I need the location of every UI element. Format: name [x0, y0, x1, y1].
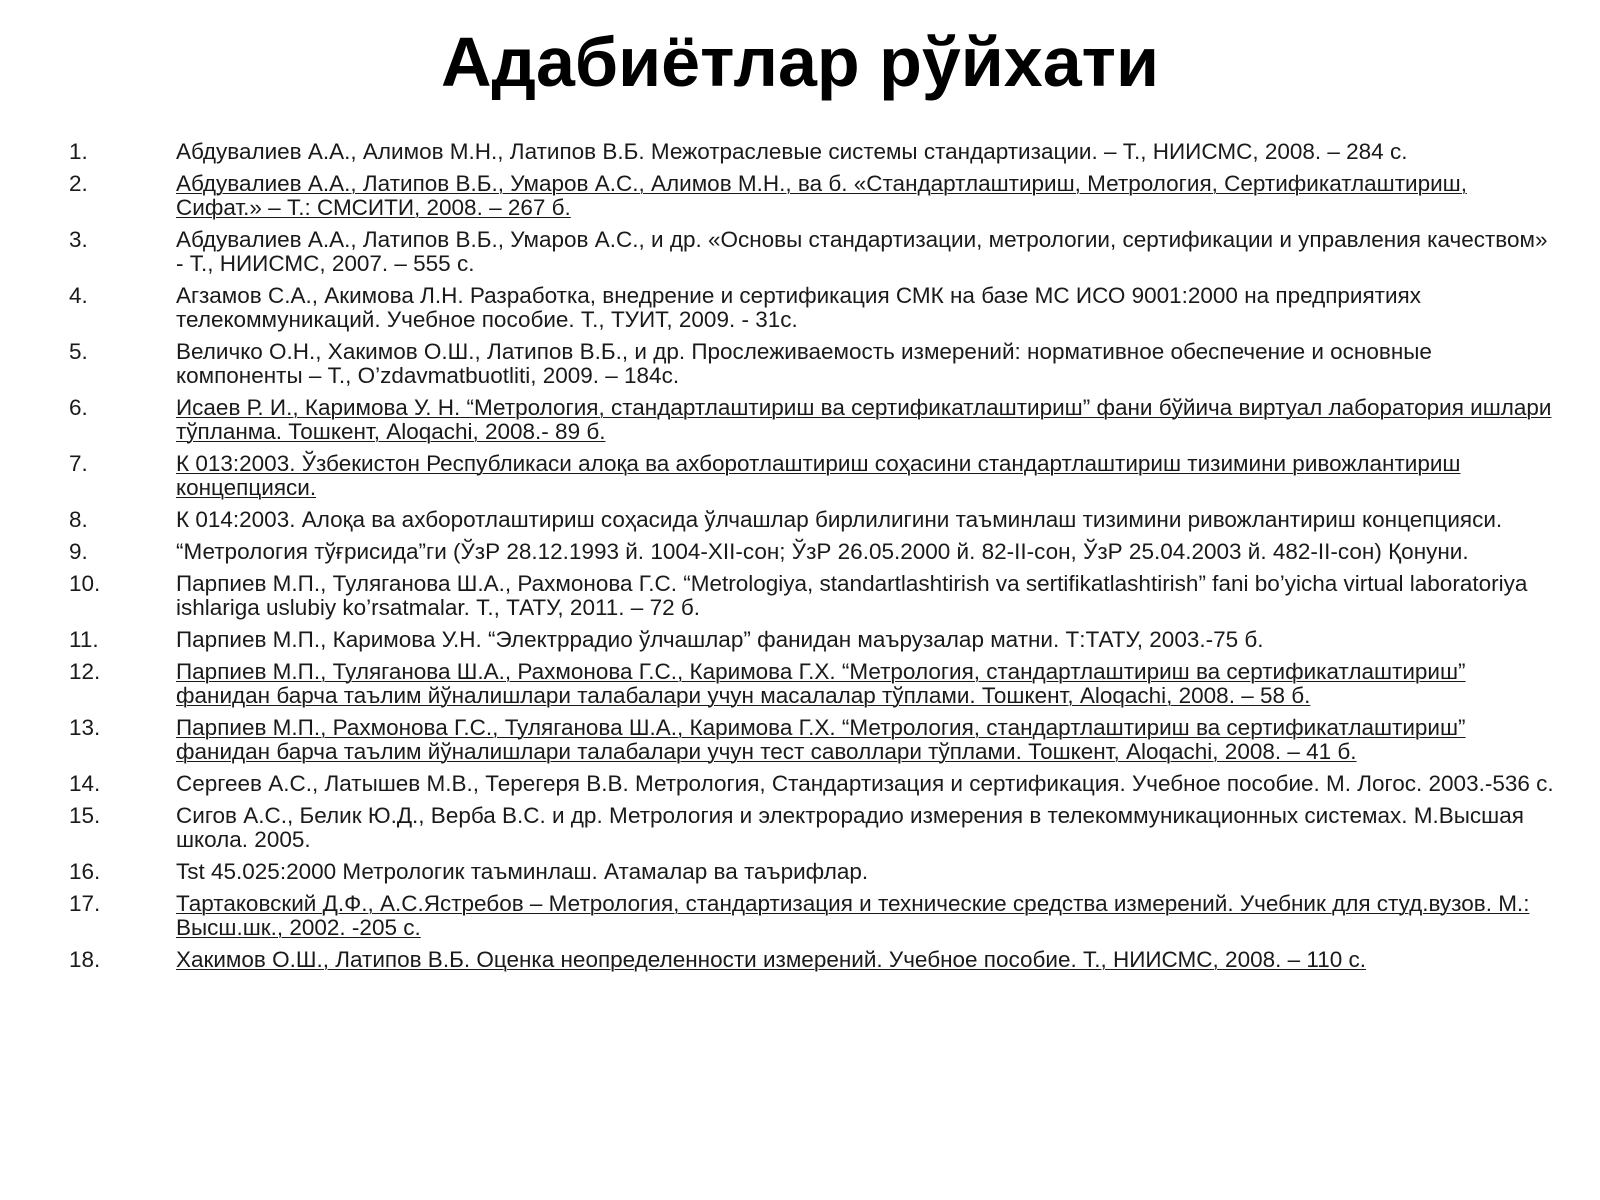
- reference-link[interactable]: Парпиев М.П., Рахмонова Г.С., Туляганова Ш.А., Каримова Г.Х. “Метрология, стандартлаштириш ва сертификатлаштириш” фанидан барча таълим йўналишлари талабалари учун тест саволлари тўплами. Тошкент, Aloqachi, 2008. – 41 б.: [176, 715, 1466, 764]
- reference-item: [69, 892, 1559, 940]
- reference-text: К 014:2003. Алоқа ва ахборотлаштириш соҳасида ўлчашлар бирлилигини таъминлаш тизимини ривожлантириш концепцияси.: [176, 507, 1503, 532]
- reference-item: [69, 540, 1559, 564]
- reference-number: 7.: [69, 451, 88, 476]
- reference-link[interactable]: Абдувалиев А.А., Латипов В.Б., Умаров А.С., Алимов М.Н., ва б. «Стандартлаштириш, Метрология, Сертификатлаштириш, Сифат.» – Т.: СМСИТИ, 2008. – 267 б.: [176, 171, 1467, 220]
- reference-number: 4.: [69, 283, 88, 308]
- reference-item: [69, 396, 1559, 444]
- reference-number: 9.: [69, 539, 88, 564]
- reference-text: Абдувалиев А.А., Алимов М.Н., Латипов В.Б. Межотраслевые системы стандартизации. – Т., НИИСМС, 2008. – 284 с.: [176, 139, 1408, 164]
- reference-number: 6.: [69, 395, 88, 420]
- reference-item: [69, 140, 1559, 164]
- reference-number: 10.: [69, 571, 101, 596]
- reference-number: 5.: [69, 339, 88, 364]
- reference-number: 15.: [69, 803, 101, 828]
- reference-item: [69, 228, 1559, 276]
- reference-number: 13.: [69, 715, 101, 740]
- reference-list: [69, 140, 1559, 980]
- reference-text: “Метрология тўғрисида”ги (ЎзР 28.12.1993 й. 1004-XII-сон; ЎзР 26.05.2000 й. 82-II-сон, ЎзР 25.04.2003 й. 482-II-сон) Қонуни.: [176, 539, 1469, 564]
- reference-link[interactable]: К 013:2003. Ўзбекистон Республикаси алоқа ва ахборотлаштириш соҳасини стандартлаштириш тизимини ривожлантириш концепцияси.: [176, 451, 1461, 500]
- reference-item: [69, 716, 1559, 764]
- reference-link[interactable]: Исаев Р. И., Каримова У. Н. “Метрология, стандартлаштириш ва сертификатлаштириш” фани бўйича виртуал лаборатория ишлари тўпланма. Тошкент, Aloqachi, 2008.- 89 б.: [176, 395, 1552, 444]
- reference-text: Парпиев М.П., Каримова У.Н. “Электррадио ўлчашлар” фанидан маърузалар матни. Т:ТАТУ, 2003.-75 б.: [176, 627, 1264, 652]
- reference-item: [69, 948, 1559, 972]
- reference-text: Величко О.Н., Хакимов О.Ш., Латипов В.Б., и др. Прослеживаемость измерений: нормативное обеспечение и основные компоненты – Т., O’zdavmatbuotliti, 2009. – 184с.: [176, 339, 1432, 388]
- reference-text: Сергеев А.С., Латышев М.В., Терегеря В.В. Метрология, Стандартизация и сертификация. Учебное пособие. М. Логос. 2003.-536 с.: [176, 771, 1554, 796]
- reference-item: [69, 628, 1559, 652]
- reference-text: Tst 45.025:2000 Метрологик таъминлаш. Атамалар ва таърифлар.: [176, 859, 869, 884]
- reference-number: 17.: [69, 891, 101, 916]
- reference-item: [69, 452, 1559, 500]
- reference-link[interactable]: Хакимов О.Ш., Латипов В.Б. Оценка неопределенности измерений. Учебное пособие. Т., НИИСМС, 2008. – 110 с.: [176, 947, 1366, 972]
- reference-number: 8.: [69, 507, 88, 532]
- reference-number: 3.: [69, 227, 88, 252]
- reference-text: Агзамов С.А., Акимова Л.Н. Разработка, внедрение и сертификация СМК на базе МС ИСО 9001:2000 на предприятиях телекоммуникаций. Учебное пособие. Т., ТУИТ, 2009. - 31с.: [176, 283, 1421, 332]
- reference-item: [69, 860, 1559, 884]
- reference-link[interactable]: Тартаковский Д.Ф., А.С.Ястребов – Метрология, стандартизация и технические средства измерений. Учебник для студ.вузов. М.: Высш.шк., 2002. -205 с.: [176, 891, 1530, 940]
- reference-number: 12.: [69, 659, 101, 684]
- reference-text: Парпиев М.П., Туляганова Ш.А., Рахмонова Г.С. “Metrologiya, standartlashtirish va sertifikatlashtirish” fani bo’yicha virtual laboratoriya ishlariga uslubiy ko’rsatmalar. Т., ТАТУ, 2011. – 72 б.: [176, 571, 1528, 620]
- reference-number: 2.: [69, 171, 88, 196]
- reference-number: 1.: [69, 139, 88, 164]
- reference-text: Абдувалиев А.А., Латипов В.Б., Умаров А.С., и др. «Основы стандартизации, метрологии, сертификации и управления качеством» - Т., НИИСМС, 2007. – 555 с.: [176, 227, 1548, 276]
- reference-item: [69, 172, 1559, 220]
- reference-item: [69, 660, 1559, 708]
- page-title: Адабиётлар рўйхати: [441, 23, 1159, 101]
- reference-item: [69, 804, 1559, 852]
- reference-item: [69, 340, 1559, 388]
- reference-link[interactable]: Парпиев М.П., Туляганова Ш.А., Рахмонова Г.С., Каримова Г.Х. “Метрология, стандартлаштириш ва сертификатлаштириш” фанидан барча таълим йўналишлари талабалари учун масалалар тўплами. Тошкент, Aloqachi, 2008. – 58 б.: [176, 659, 1466, 708]
- reference-item: [69, 508, 1559, 532]
- reference-item: [69, 572, 1559, 620]
- reference-text: Сигов А.С., Белик Ю.Д., Верба В.С. и др. Метрология и электрорадио измерения в телекоммуникационных системах. М.Высшая школа. 2005.: [176, 803, 1524, 852]
- reference-number: 11.: [69, 627, 99, 652]
- reference-number: 14.: [69, 771, 101, 796]
- reference-number: 18.: [69, 947, 101, 972]
- reference-item: [69, 772, 1559, 796]
- reference-item: [69, 284, 1559, 332]
- reference-number: 16.: [69, 859, 101, 884]
